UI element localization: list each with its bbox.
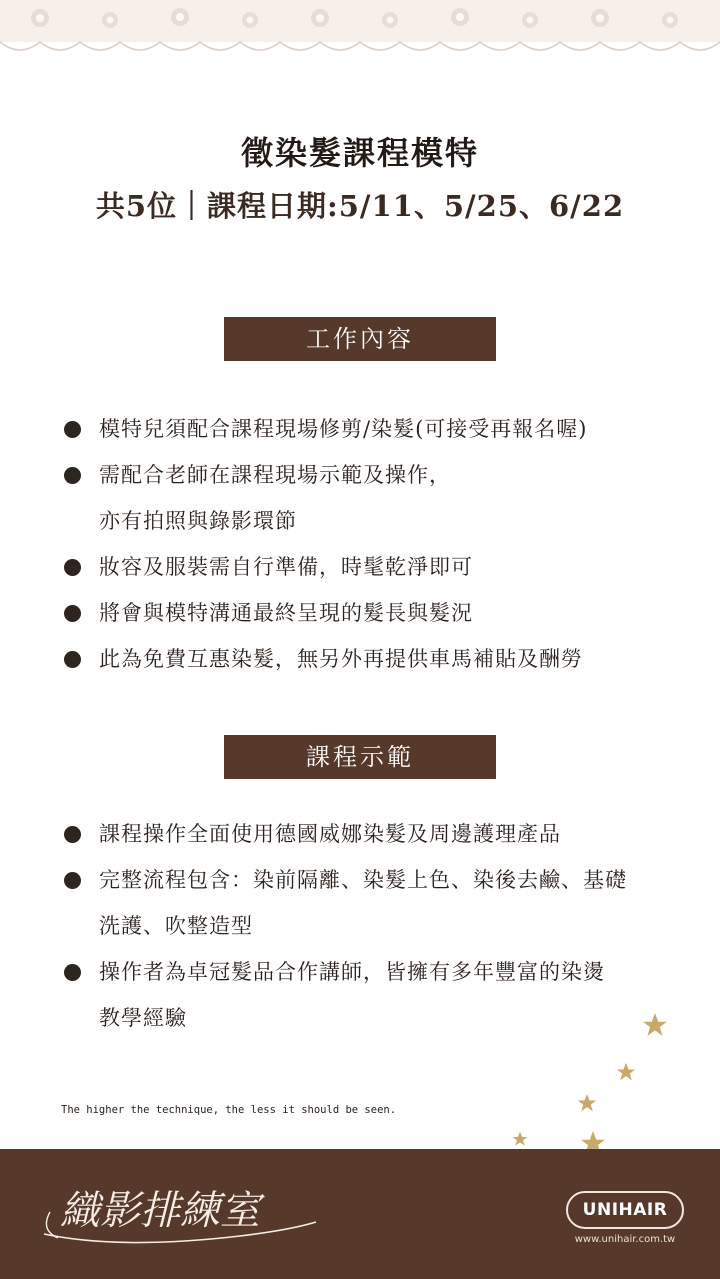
list-item: 完整流程包含：染前隔離、染髮上色、染後去鹼、基礎 洗護、吹整造型 [64,857,684,949]
page-title: 徵染髮課程模特 [240,134,479,172]
section-header-job: 工作內容 [224,317,496,361]
list-item: 此為免費互惠染髮，無另外再提供車馬補貼及酬勞 [64,636,684,682]
page-subtitle: 共5位｜課程日期:5/11、5/25、6/22 [95,189,625,223]
list-item: 需配合老師在課程現場示範及操作， 亦有拍照與錄影環節 [64,452,684,544]
list-item: 妝容及服裝需自行準備，時髦乾淨即可 [64,544,684,590]
bullet-dot-icon [64,421,81,438]
star-icon [642,1012,668,1038]
tagline: The higher the technique, the less it should be seen. [61,1104,397,1116]
list-item: 將會與模特溝通最終呈現的髮長與髮況 [64,590,684,636]
star-icon [616,1062,636,1082]
bullet-dot-icon [64,964,81,981]
job-list [64,406,684,682]
bullet-dot-icon [64,826,81,843]
bullet-dot-icon [64,559,81,576]
website-url: www.unihair.com.tw [574,1234,676,1245]
bullet-dot-icon [64,467,81,484]
section-header-course: 課程示範 [224,735,496,779]
bullet-dot-icon [64,605,81,622]
bullet-dot-icon [64,651,81,668]
star-icon [577,1093,597,1113]
logo-script [40,1172,320,1252]
list-item: 模特兒須配合課程現場修剪/染髮(可接受再報名喔) [64,406,684,452]
list-item: 課程操作全面使用德國威娜染髮及周邊護理產品 [64,811,684,857]
lace-border [0,0,720,60]
logo-script-text: 織影排練室 [60,1188,260,1234]
course-list [64,811,684,1041]
bullet-dot-icon [64,872,81,889]
list-item: 操作者為卓冠髮品合作講師，皆擁有多年豐富的染燙 教學經驗 [64,949,684,1041]
unihair-logo: UNIHAIR [566,1191,684,1229]
star-icon [512,1131,528,1147]
